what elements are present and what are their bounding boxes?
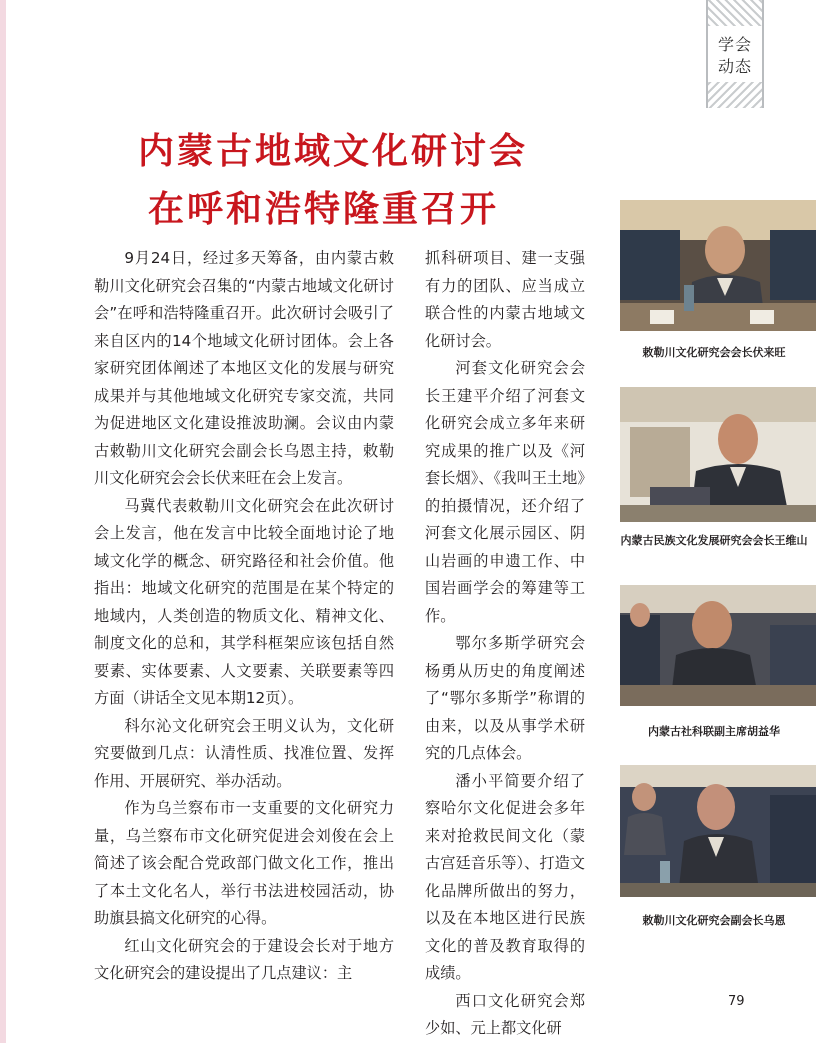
paragraph: 红山文化研究会的于建设会长对于地方文化研究会的建设提出了几点建议：主 [94,936,394,982]
section-tab [706,0,764,108]
section-tab-line2: 动态 [717,57,752,76]
headline-line2: 在呼和浩特隆重召开 [148,188,500,230]
paragraph: 西口文化研究会郑少如、元上都文化研 [425,991,585,1037]
photo-wu-en [620,765,816,897]
photo-caption-2: 内蒙古民族文化发展研究会会长王维山 [620,534,808,547]
photo-hu-yihua [620,585,816,706]
paragraph: 作为乌兰察布市一支重要的文化研究力量，乌兰察布市文化研究促进会刘俊在会上简述了该会配合党政部门做文化工作，推出了本土文化名人，举行书法进校园活动，协助旗县搞文化研究的心得。 [94,799,394,927]
photo-caption-3: 内蒙古社科联副主席胡益华 [648,725,780,738]
photo-wang-weishan [620,387,816,522]
paragraph: 科尔沁文化研究会王明义认为，文化研究要做到几点：认清性质、找准位置、发挥作用、开展研究、举办活动。 [94,716,394,790]
tab-ornament-top [708,0,762,26]
paragraph-continued: 抓科研项目、建一支强有力的团队、应当成立联合性的内蒙古地域文化研讨会。 [425,249,585,350]
paragraph: 河套文化研究会会长王建平介绍了河套文化研究会成立多年来研究成果的推广以及《河套长烟》、《我叫王土地》的拍摄情况，还介绍了河套文化展示园区、阴山岩画的申遗工作、中国岩画学会的筹建等工作。 [425,359,585,625]
paragraph: 潘小平简要介绍了察哈尔文化促进会多年来对抢救民间文化（蒙古宫廷音乐等）、打造文化品牌所做出的努力，以及在本地区进行民族文化的普及教育取得的成绩。 [425,771,585,982]
section-tab-label [708,34,762,78]
paragraph: 马冀代表敕勒川文化研究会在此次研讨会上发言，他在发言中比较全面地讨论了地域文化学的概念、研究路径和社会价值。他指出：地域文化研究的范围是在某个特定的地域内，人类创造的物质文化、精神文化、制度文化的总和，其学科框架应该包括自然要素、实体要素、人文要素、关联要素等四方面（讲话全文见本期12页）。 [94,496,394,707]
page-number: 79 [728,994,745,1009]
photo-caption-4: 敕勒川文化研究会副会长乌恩 [642,914,786,927]
tab-ornament-bottom [708,82,762,108]
section-tab-line1: 学会 [717,35,752,54]
article-column-1 [94,245,394,988]
photo-caption-1: 敕勒川文化研究会会长伏来旺 [642,346,786,359]
headline-line1: 内蒙古地域文化研讨会 [138,130,529,172]
paragraph: 9月24日，经过多天筹备，由内蒙古敕勒川文化研究会召集的“内蒙古地域文化研讨会”在呼和浩特隆重召开。此次研讨会吸引了来自区内的14个地域文化研讨团体。会上各家研究团体阐述了本地区文化的发展与研究成果并与其他地域文化研究专家交流，共同为促进地区文化建设推波助澜。会议由内蒙古敕勒川文化研究会副会长乌恩主持，敕勒川文化研究会会长伏来旺在会上发言。 [94,249,394,487]
article-column-2 [425,245,585,1043]
page-margin-strip [0,0,6,1043]
photo-fu-laiwang [620,200,816,331]
paragraph: 鄂尔多斯学研究会杨勇从历史的角度阐述了“鄂尔多斯学”称谓的由来，以及从事学术研究的几点体会。 [425,634,585,762]
